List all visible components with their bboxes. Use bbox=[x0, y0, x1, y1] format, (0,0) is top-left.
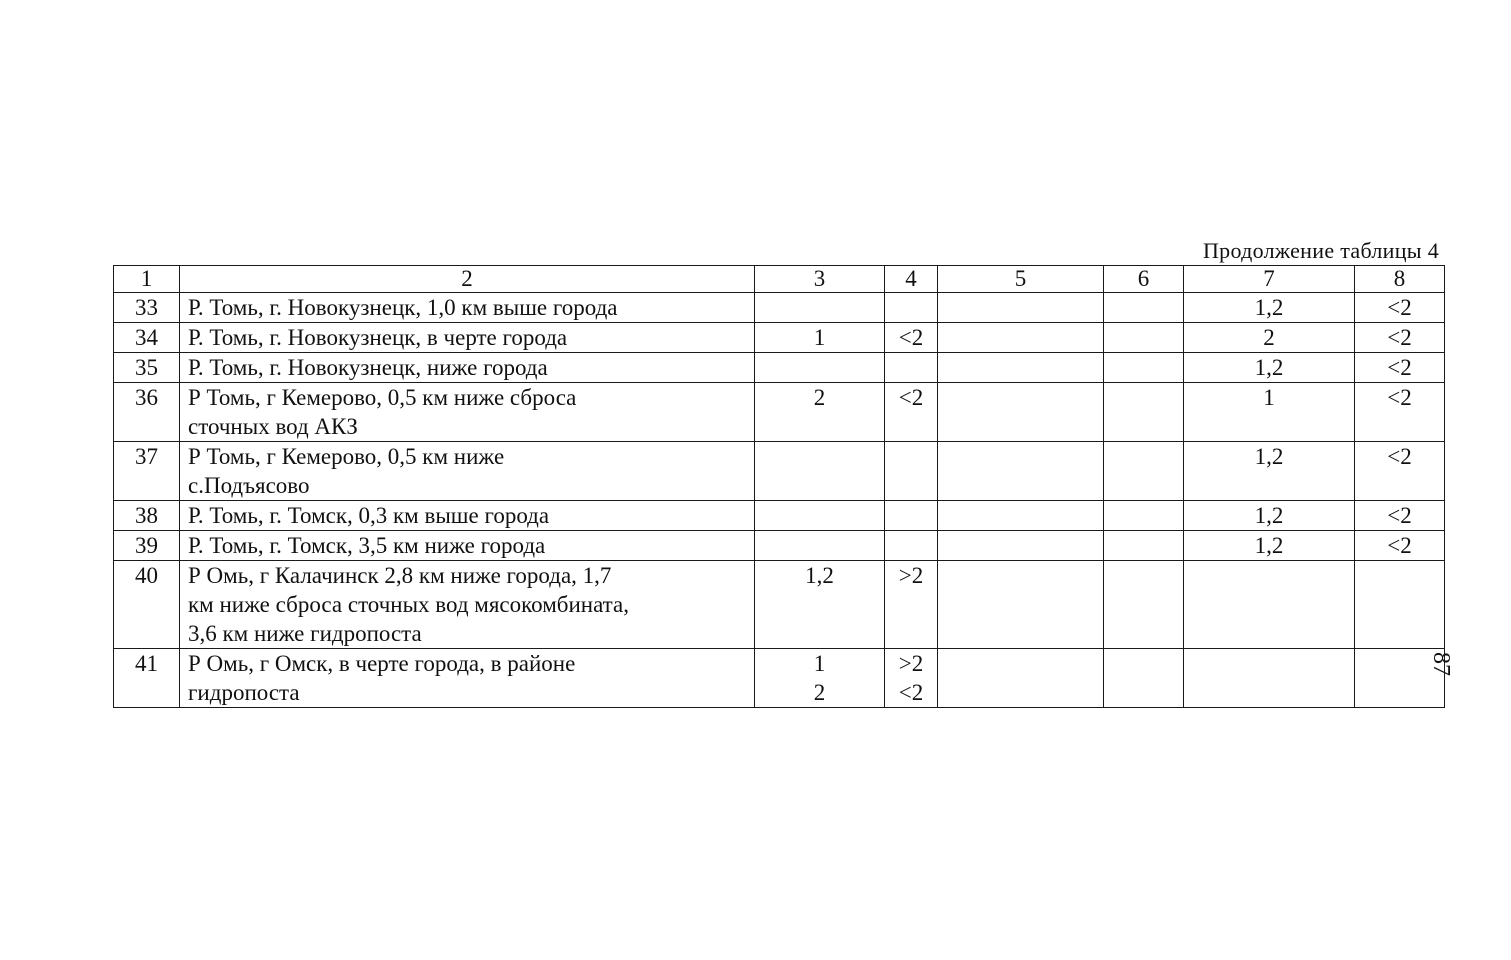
table-row bbox=[114, 353, 1445, 383]
cell-line: Р. Томь, г. Новокузнецк, 1,0 км выше города bbox=[188, 295, 618, 320]
table-row bbox=[114, 561, 1445, 649]
table-cell-col-5 bbox=[938, 293, 1104, 323]
cell-line bbox=[1104, 383, 1183, 412]
table-cell-col-5 bbox=[938, 649, 1104, 708]
cell-line bbox=[755, 353, 884, 382]
table-cell-col-3 bbox=[755, 323, 885, 353]
cell-line bbox=[755, 501, 884, 530]
cell-line bbox=[1104, 531, 1183, 560]
table-cell-col-2 bbox=[180, 353, 755, 383]
table-cell-col-2 bbox=[180, 442, 755, 501]
table-cell-col-2 bbox=[180, 501, 755, 531]
table-cell-col-6 bbox=[1104, 293, 1184, 323]
cell-line bbox=[1184, 561, 1354, 590]
cell-line: <2 bbox=[898, 385, 924, 410]
column-header: 4 bbox=[885, 266, 938, 293]
cell-line bbox=[1104, 293, 1183, 322]
table-cell-col-5 bbox=[938, 561, 1104, 649]
cell-line bbox=[1104, 649, 1183, 678]
table-cell-col-7 bbox=[1184, 293, 1355, 323]
cell-line bbox=[885, 501, 937, 530]
table-cell-col-4 bbox=[885, 561, 938, 649]
cell-line: Р. Томь, г. Томск, 0,3 км выше города bbox=[188, 503, 550, 528]
page-number-text: 87 bbox=[1428, 652, 1454, 676]
cell-line: 2 bbox=[1263, 325, 1275, 350]
table-cell-col-6 bbox=[1104, 649, 1184, 708]
table-cell-col-7 bbox=[1184, 353, 1355, 383]
table-cell-col-6 bbox=[1104, 531, 1184, 561]
cell-line bbox=[885, 442, 937, 471]
cell-line: км ниже сброса сточных вод мясокомбината, bbox=[188, 592, 629, 617]
cell-line bbox=[1104, 323, 1183, 352]
cell-line bbox=[1104, 561, 1183, 590]
table-cell-col-8 bbox=[1355, 561, 1445, 649]
table-cell-col-8 bbox=[1355, 531, 1445, 561]
table-cell-col-7 bbox=[1184, 531, 1355, 561]
table-cell-col-1: 37 bbox=[114, 442, 180, 501]
table-cell-col-2 bbox=[180, 383, 755, 442]
column-header: 2 bbox=[180, 266, 755, 293]
table-cell-col-3 bbox=[755, 501, 885, 531]
cell-line bbox=[755, 531, 884, 560]
cell-line: <2 bbox=[1387, 295, 1412, 320]
table-cell-col-1: 33 bbox=[114, 293, 180, 323]
table-cell-col-2 bbox=[180, 561, 755, 649]
table-body bbox=[114, 293, 1445, 708]
cell-line: <2 bbox=[1387, 385, 1412, 410]
table-cell-col-1: 41 bbox=[114, 649, 180, 708]
cell-line: Р. Томь, г. Новокузнецк, в черте города bbox=[188, 325, 568, 350]
table-cell-col-8 bbox=[1355, 501, 1445, 531]
cell-line: 1,2 bbox=[1254, 503, 1284, 528]
cell-line: 1 bbox=[813, 325, 826, 350]
cell-line bbox=[938, 293, 1103, 322]
table-cell-col-2 bbox=[180, 649, 755, 708]
table-row bbox=[114, 293, 1445, 323]
table-cell-col-8 bbox=[1355, 442, 1445, 501]
table-cell-col-3 bbox=[755, 649, 885, 708]
cell-line: Р Томь, г Кемерово, 0,5 км ниже сброса bbox=[188, 385, 577, 410]
column-header: 1 bbox=[114, 266, 180, 293]
cell-line: сточных вод АКЗ bbox=[188, 414, 358, 439]
cell-line: Р Томь, г Кемерово, 0,5 км ниже bbox=[188, 444, 505, 469]
cell-line: Р. Томь, г. Томск, 3,5 км ниже города bbox=[188, 533, 546, 558]
cell-line: 1,2 bbox=[1254, 444, 1284, 469]
cell-line: <2 bbox=[1387, 503, 1412, 528]
table-cell-col-3 bbox=[755, 561, 885, 649]
table-cell-col-7 bbox=[1184, 383, 1355, 442]
table-cell-col-1: 38 bbox=[114, 501, 180, 531]
table-cell-col-8 bbox=[1355, 293, 1445, 323]
table-caption: Продолжение таблицы 4 bbox=[1202, 238, 1439, 263]
cell-line bbox=[755, 293, 884, 322]
cell-line bbox=[938, 561, 1103, 590]
cell-line: <2 bbox=[1387, 533, 1412, 558]
cell-line: <2 bbox=[898, 325, 924, 350]
cell-line: Р. Томь, г. Новокузнецк, ниже города bbox=[188, 355, 548, 380]
table-cell-col-8 bbox=[1355, 383, 1445, 442]
cell-line: 1,2 bbox=[1254, 355, 1284, 380]
table-cell-col-4 bbox=[885, 649, 938, 708]
cell-line: 3,6 км ниже гидропоста bbox=[188, 621, 422, 646]
table-cell-col-5 bbox=[938, 323, 1104, 353]
cell-line bbox=[1104, 353, 1183, 382]
cell-line bbox=[938, 323, 1103, 352]
table-cell-col-6 bbox=[1104, 442, 1184, 501]
cell-line: с.Подъясово bbox=[188, 473, 310, 498]
table-cell-col-3 bbox=[755, 353, 885, 383]
table-cell-col-1: 39 bbox=[114, 531, 180, 561]
table-cell-col-2 bbox=[180, 323, 755, 353]
cell-line bbox=[755, 442, 884, 471]
table-cell-col-4 bbox=[885, 501, 938, 531]
table-cell-col-1: 40 bbox=[114, 561, 180, 649]
cell-line bbox=[1184, 649, 1354, 678]
cell-line: >2 bbox=[898, 563, 924, 588]
cell-line: 2 bbox=[813, 680, 826, 705]
cell-line: 1,2 bbox=[1254, 295, 1284, 320]
cell-line: Р Омь, г Калачинск 2,8 км ниже города, 1,7 bbox=[188, 563, 612, 588]
cell-line: <2 bbox=[1387, 355, 1412, 380]
cell-line bbox=[1104, 442, 1183, 471]
table-row bbox=[114, 501, 1445, 531]
table-cell-col-6 bbox=[1104, 353, 1184, 383]
table-cell-col-3 bbox=[755, 293, 885, 323]
cell-line: Р Омь, г Омск, в черте города, в районе bbox=[188, 651, 576, 676]
cell-line bbox=[938, 442, 1103, 471]
cell-line bbox=[938, 383, 1103, 412]
cell-line bbox=[885, 531, 937, 560]
cell-line bbox=[938, 649, 1103, 678]
cell-line: 1 bbox=[1263, 385, 1275, 410]
table-cell-col-5 bbox=[938, 531, 1104, 561]
cell-line bbox=[1104, 501, 1183, 530]
column-header: 7 bbox=[1184, 266, 1355, 293]
cell-line bbox=[938, 501, 1103, 530]
cell-line bbox=[938, 531, 1103, 560]
table-cell-col-6 bbox=[1104, 561, 1184, 649]
table-cell-col-4 bbox=[885, 383, 938, 442]
column-header: 6 bbox=[1104, 266, 1184, 293]
cell-line bbox=[885, 293, 937, 322]
table-row bbox=[114, 649, 1445, 708]
table-cell-col-4 bbox=[885, 293, 938, 323]
table-cell-col-6 bbox=[1104, 323, 1184, 353]
table-cell-col-4 bbox=[885, 442, 938, 501]
table-cell-col-7 bbox=[1184, 649, 1355, 708]
table-cell-col-3 bbox=[755, 531, 885, 561]
column-header: 8 bbox=[1355, 266, 1445, 293]
table-cell-col-6 bbox=[1104, 383, 1184, 442]
table-row bbox=[114, 323, 1445, 353]
cell-line: <2 bbox=[1387, 444, 1412, 469]
cell-line bbox=[938, 353, 1103, 382]
cell-line bbox=[1355, 561, 1444, 590]
table-cell-col-8 bbox=[1355, 323, 1445, 353]
cell-line bbox=[885, 353, 937, 382]
table-row bbox=[114, 442, 1445, 501]
table-cell-col-8 bbox=[1355, 353, 1445, 383]
table-cell-col-7 bbox=[1184, 323, 1355, 353]
table-cell-col-3 bbox=[755, 442, 885, 501]
cell-line: <2 bbox=[898, 680, 924, 705]
table-cell-col-2 bbox=[180, 531, 755, 561]
table-cell-col-2 bbox=[180, 293, 755, 323]
column-header: 3 bbox=[755, 266, 885, 293]
data-table bbox=[113, 265, 1445, 708]
table-cell-col-4 bbox=[885, 323, 938, 353]
cell-line: 1 bbox=[813, 651, 826, 676]
table-cell-col-1: 36 bbox=[114, 383, 180, 442]
cell-line: 2 bbox=[813, 385, 826, 410]
table-cell-col-7 bbox=[1184, 561, 1355, 649]
cell-line: >2 bbox=[898, 651, 924, 676]
table-cell-col-5 bbox=[938, 383, 1104, 442]
table-cell-col-5 bbox=[938, 442, 1104, 501]
cell-line: 1,2 bbox=[1254, 533, 1284, 558]
table-cell-col-5 bbox=[938, 353, 1104, 383]
cell-line: <2 bbox=[1387, 325, 1412, 350]
column-header: 5 bbox=[938, 266, 1104, 293]
table-header-row bbox=[114, 266, 1445, 293]
table-cell-col-6 bbox=[1104, 501, 1184, 531]
table-cell-col-7 bbox=[1184, 501, 1355, 531]
table-row bbox=[114, 531, 1445, 561]
cell-line: гидропоста bbox=[188, 680, 300, 705]
table-cell-col-3 bbox=[755, 383, 885, 442]
table-cell-col-5 bbox=[938, 501, 1104, 531]
table-row bbox=[114, 383, 1445, 442]
table-cell-col-7 bbox=[1184, 442, 1355, 501]
table-cell-col-1: 34 bbox=[114, 323, 180, 353]
table-cell-col-4 bbox=[885, 353, 938, 383]
cell-line: 1,2 bbox=[805, 563, 834, 588]
table-cell-col-4 bbox=[885, 531, 938, 561]
page-number bbox=[1427, 652, 1454, 682]
table-cell-col-1: 35 bbox=[114, 353, 180, 383]
